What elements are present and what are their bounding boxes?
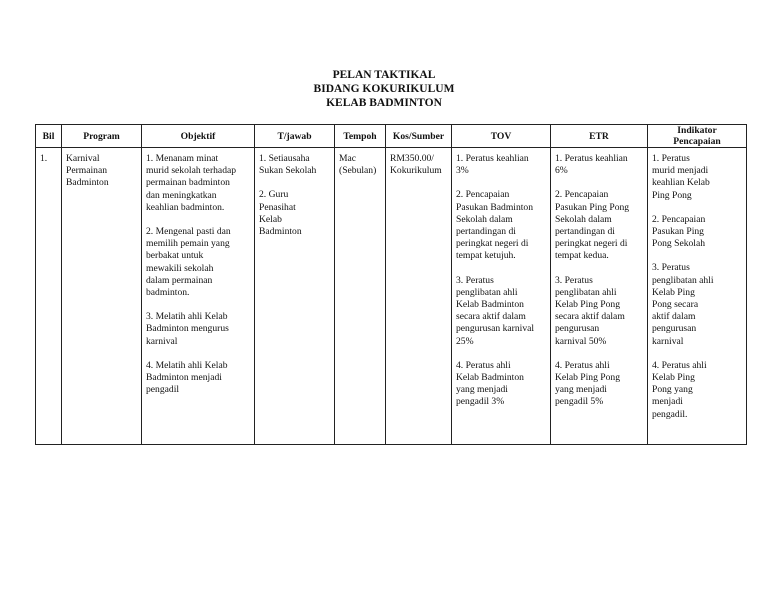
header-kos-sumber: Kos/Sumber [386,125,452,148]
objektif-item: 1. Menanam minat murid sekolah terhadap permainan badminton dan meningkatkan keahlian badminton. [146,153,237,213]
tov-item: 4. Peratus ahli Kelab Badminton yang menjadi pengadil 3% [456,359,524,408]
cell-program: Karnival Permainan Badminton [62,148,142,445]
cell-indikator [648,148,747,445]
tov-item: 3. Peratus penglibatan ahli Kelab Badminton secara aktif dalam pengurusan karnival 25% [456,274,535,347]
cell-tempoh: Mac (Sebulan) [335,148,386,445]
tov-item: 1. Peratus keahlian 3% [456,153,529,177]
header-tjawab: T/jawab [255,125,335,148]
objektif-item: 4. Melatih ahli Kelab Badminton menjadi pengadil [146,359,228,396]
indikator-item: 3. Peratus penglibatan ahli Kelab Ping Pong secara aktif dalam pengurusan karnival [652,262,714,347]
etr-item: 1. Peratus keahlian 6% [555,153,628,177]
indikator-item: 1. Peratus murid menjadi keahlian Kelab Ping Pong [652,153,710,201]
cell-kos-sumber: RM350.00/ Kokurikulum [386,148,452,445]
cell-tov [452,148,551,445]
cell-objektif [142,148,255,445]
table-header-row [36,125,747,148]
header-tempoh: Tempoh [335,125,386,148]
etr-item: 4. Peratus ahli Kelab Ping Pong yang menjadi pengadil 5% [555,359,621,408]
cell-bil: 1. [36,148,62,445]
header-indikator: Indikator Pencapaian [648,125,747,148]
header-tov: TOV [452,125,551,148]
title-line-2: BIDANG KOKURIKULUM [313,83,455,95]
etr-item: 3. Peratus penglibatan ahli Kelab Ping Pong secara aktif dalam pengurusan karnival 50% [555,274,625,347]
etr-item: 2. Pencapaian Pasukan Ping Pong Sekolah dalam pertandingan di peringkat negeri di tempat kedua. [555,189,630,262]
cell-etr [551,148,648,445]
tov-item: 2. Pencapaian Pasukan Badminton Sekolah dalam pertandingan di peringkat negeri di tempat ketujuh. [456,189,534,262]
header-program: Program [62,125,142,148]
document-title [0,68,768,110]
header-bil: Bil [36,125,62,148]
tjawab-item: 2. Guru Penasihat Kelab Badminton [259,189,302,238]
indikator-item: 4. Peratus ahli Kelab Ping Pong yang menjadi pengadil. [652,359,707,420]
indikator-item: 2. Pencapaian Pasukan Ping Pong Sekolah [652,213,706,250]
title-line-1: PELAN TAKTIKAL [332,69,436,81]
title-line-3: KELAB BADMINTON [326,97,442,109]
table-row [36,148,747,445]
cell-tjawab [255,148,335,445]
objektif-item: 3. Melatih ahli Kelab Badminton mengurus karnival [146,311,229,347]
header-etr: ETR [551,125,648,148]
tactical-plan-table [35,124,747,445]
header-objektif: Objektif [142,125,255,148]
tjawab-item: 1. Setiausaha Sukan Sekolah [259,153,317,177]
objektif-item: 2. Mengenal pasti dan memilih pemain yang berbakat untuk mewakili sekolah dalam permainan badminton. [146,226,231,299]
